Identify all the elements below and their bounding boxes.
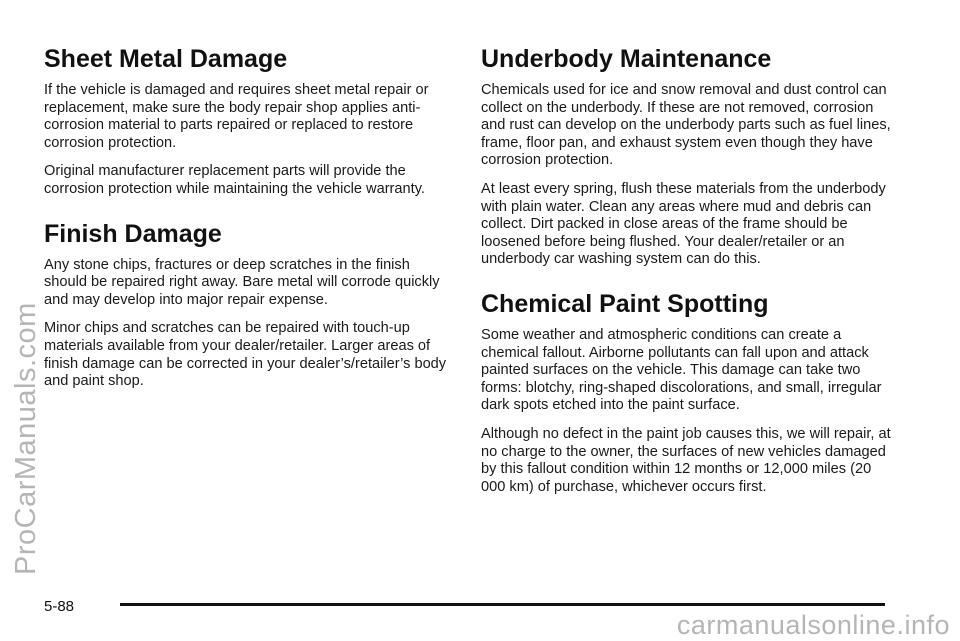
section-finish-damage xyxy=(44,219,456,391)
paragraph: Any stone chips, fractures or deep scratches in the finish should be repaired right away. Bare metal will corrode quickly and may develop into major repair expense. xyxy=(44,256,440,308)
footer-rule xyxy=(120,603,885,606)
paragraph: Chemicals used for ice and snow removal and dust control can collect on the underbody. If these are not removed, corrosion and rust can develop on the underbody parts such as fuel lines, frame, floor pan, and exhaust system even though they have corrosion protection. xyxy=(481,82,891,169)
section-sheet-metal-damage xyxy=(44,44,456,199)
section-heading: Sheet Metal Damage xyxy=(44,45,288,73)
right-column xyxy=(481,44,893,507)
paragraph: Some weather and atmospheric conditions can create a chemical fallout. Airborne pollutants can fall upon and attack painted surfaces on the vehicle. This damage can take two forms: blotchy, ring-shaped discolorations, and small, irregular dark spots etched into the paint surface. xyxy=(481,326,882,414)
section-heading: Finish Damage xyxy=(44,219,222,248)
paragraph: Original manufacturer replacement parts will provide the corrosion protection while maintaining the vehicle warranty. xyxy=(44,163,425,197)
paragraph: Minor chips and scratches can be repaired with touch-up materials available from your dealer/retailer. Larger areas of finish damage can be corrected in your dealer’s/retailer’s body and paint shop. xyxy=(44,320,447,390)
section-chemical-paint-spotting xyxy=(481,289,893,496)
section-heading: Chemical Paint Spotting xyxy=(481,289,769,318)
page-number: 5-88 xyxy=(44,598,75,615)
section-heading: Underbody Maintenance xyxy=(481,45,772,73)
watermark-side: ProCarManuals.com xyxy=(10,302,42,575)
watermark-bottom: carmanualsonline.info xyxy=(676,610,950,640)
section-underbody-maintenance xyxy=(481,44,893,269)
paragraph: If the vehicle is damaged and requires sheet metal repair or replacement, make sure the body repair shop applies anti-corrosion material to parts repaired or replaced to restore corrosion protection. xyxy=(44,82,429,151)
paragraph: Although no defect in the paint job causes this, we will repair, at no charge to the owner, the surfaces of new vehicles damaged by this fallout condition within 12 months or 12,000 miles (20 000 km) of purchase, whichever occurs first. xyxy=(481,425,891,495)
paragraph: At least every spring, flush these materials from the underbody with plain water. Clean any areas where mud and debris can collect. Dirt packed in close areas of the frame should be loosened before being flushed. Your dealer/retailer or an underbody car washing system can do this. xyxy=(481,180,886,268)
left-column xyxy=(44,44,456,402)
